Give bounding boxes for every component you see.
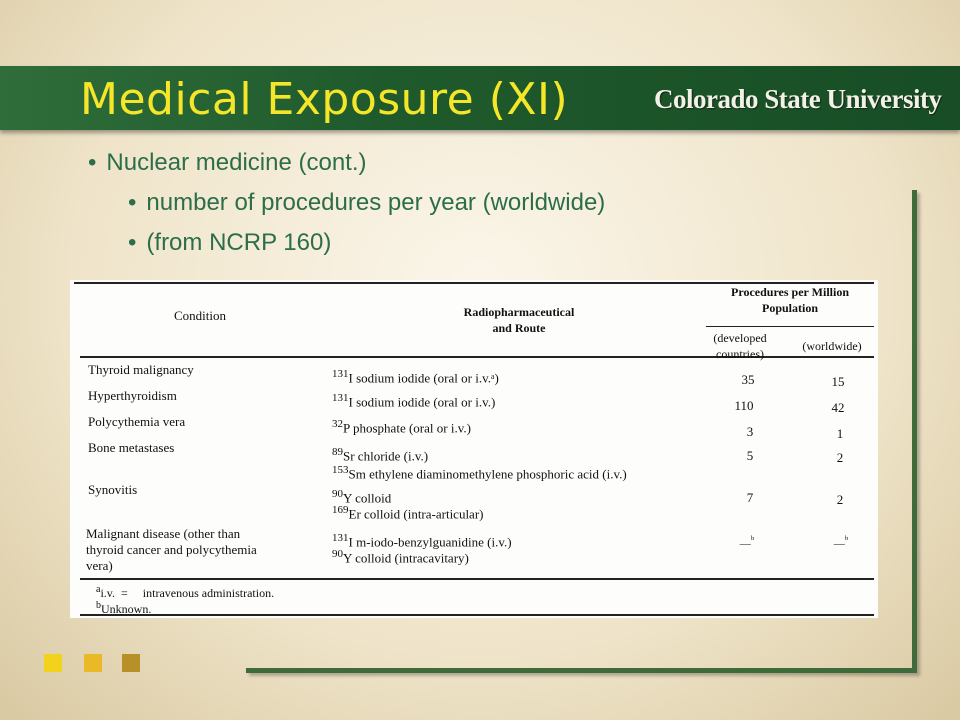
cell-developed: 110 [734,398,754,413]
footnote: $^a$i.v. = intravenous administration. [96,584,275,600]
university-logo: Colorado State University [654,84,942,114]
cell-condition: Synovitis [88,482,138,497]
header-procedures: Procedures per Million Population [731,285,849,315]
cell-developed: 5 [746,448,754,463]
cell-pharma: $^{89}$Sr chloride (i.v.) [332,446,429,464]
header-developed: (developed countries) [713,331,767,361]
cell-worldwide: __ᵇ [833,534,849,546]
cell-pharma: $^{32}$P phosphate (oral or i.v.) [332,418,471,436]
cell-condition: Malignant disease (other than thyroid cancer and polycythemia vera) [86,526,257,573]
square-icon [84,654,102,672]
bullet-item: • Nuclear medicine (cont.) [88,149,367,176]
cell-developed: 3 [746,424,754,439]
cell-developed: 7 [746,490,754,505]
cell-pharma: $^{131}$I m-iodo-benzylguanidine (i.v.) [332,532,512,550]
cell-worldwide: 42 [831,400,845,415]
bullet-text: (from NCRP 160) [146,229,332,256]
cell-pharma: $^{131}$I sodium iodide (oral or i.v.) [332,392,496,410]
cell-developed: 35 [741,372,755,387]
cell-worldwide: 15 [831,374,845,389]
header-radiopharmaceutical: Radiopharmaceutical and Route [463,305,575,335]
cell-pharma: $^{90}$Y colloid [332,488,392,506]
header-worldwide: (worldwide) [802,339,862,353]
table-end-rule [80,614,874,616]
bullet-list [88,148,605,258]
cell-condition: Polycythemia vera [88,414,186,429]
table-bottom-rule [80,578,874,580]
square-icon [122,654,140,672]
cell-pharma: $^{169}$Er colloid (intra-articular) [332,504,484,522]
square-icon [44,654,62,672]
cell-pharma: $^{153}$Sm ethylene diaminomethylene phosphoric acid (i.v.) [332,464,627,482]
cell-worldwide: 2 [836,450,844,465]
sub-bullet-item: • number of procedures per year (worldwide) [128,189,606,216]
bullet-text: number of procedures per year (worldwide) [146,189,606,216]
cell-worldwide: 2 [836,492,844,507]
cell-condition: Thyroid malignancy [88,362,194,377]
cell-condition: Bone metastases [88,440,175,455]
header-condition: Condition [174,308,227,323]
sub-bullet-item: • (from NCRP 160) [128,229,332,256]
table-subheader-rule [706,326,874,327]
cell-developed: __ᵇ [739,534,755,546]
procedures-table [70,280,878,618]
slide-title: Medical Exposure (XI) [80,74,569,125]
cell-pharma: $^{90}$Y colloid (intracavitary) [332,548,469,566]
bullet-text: Nuclear medicine (cont.) [106,149,367,176]
cell-condition: Hyperthyroidism [88,388,177,403]
cell-worldwide: 1 [836,426,844,441]
footnote: $^b$Unknown. [96,600,152,616]
cell-pharma: $^{131}$I sodium iodide (oral or i.v.ᵃ) [332,368,499,386]
